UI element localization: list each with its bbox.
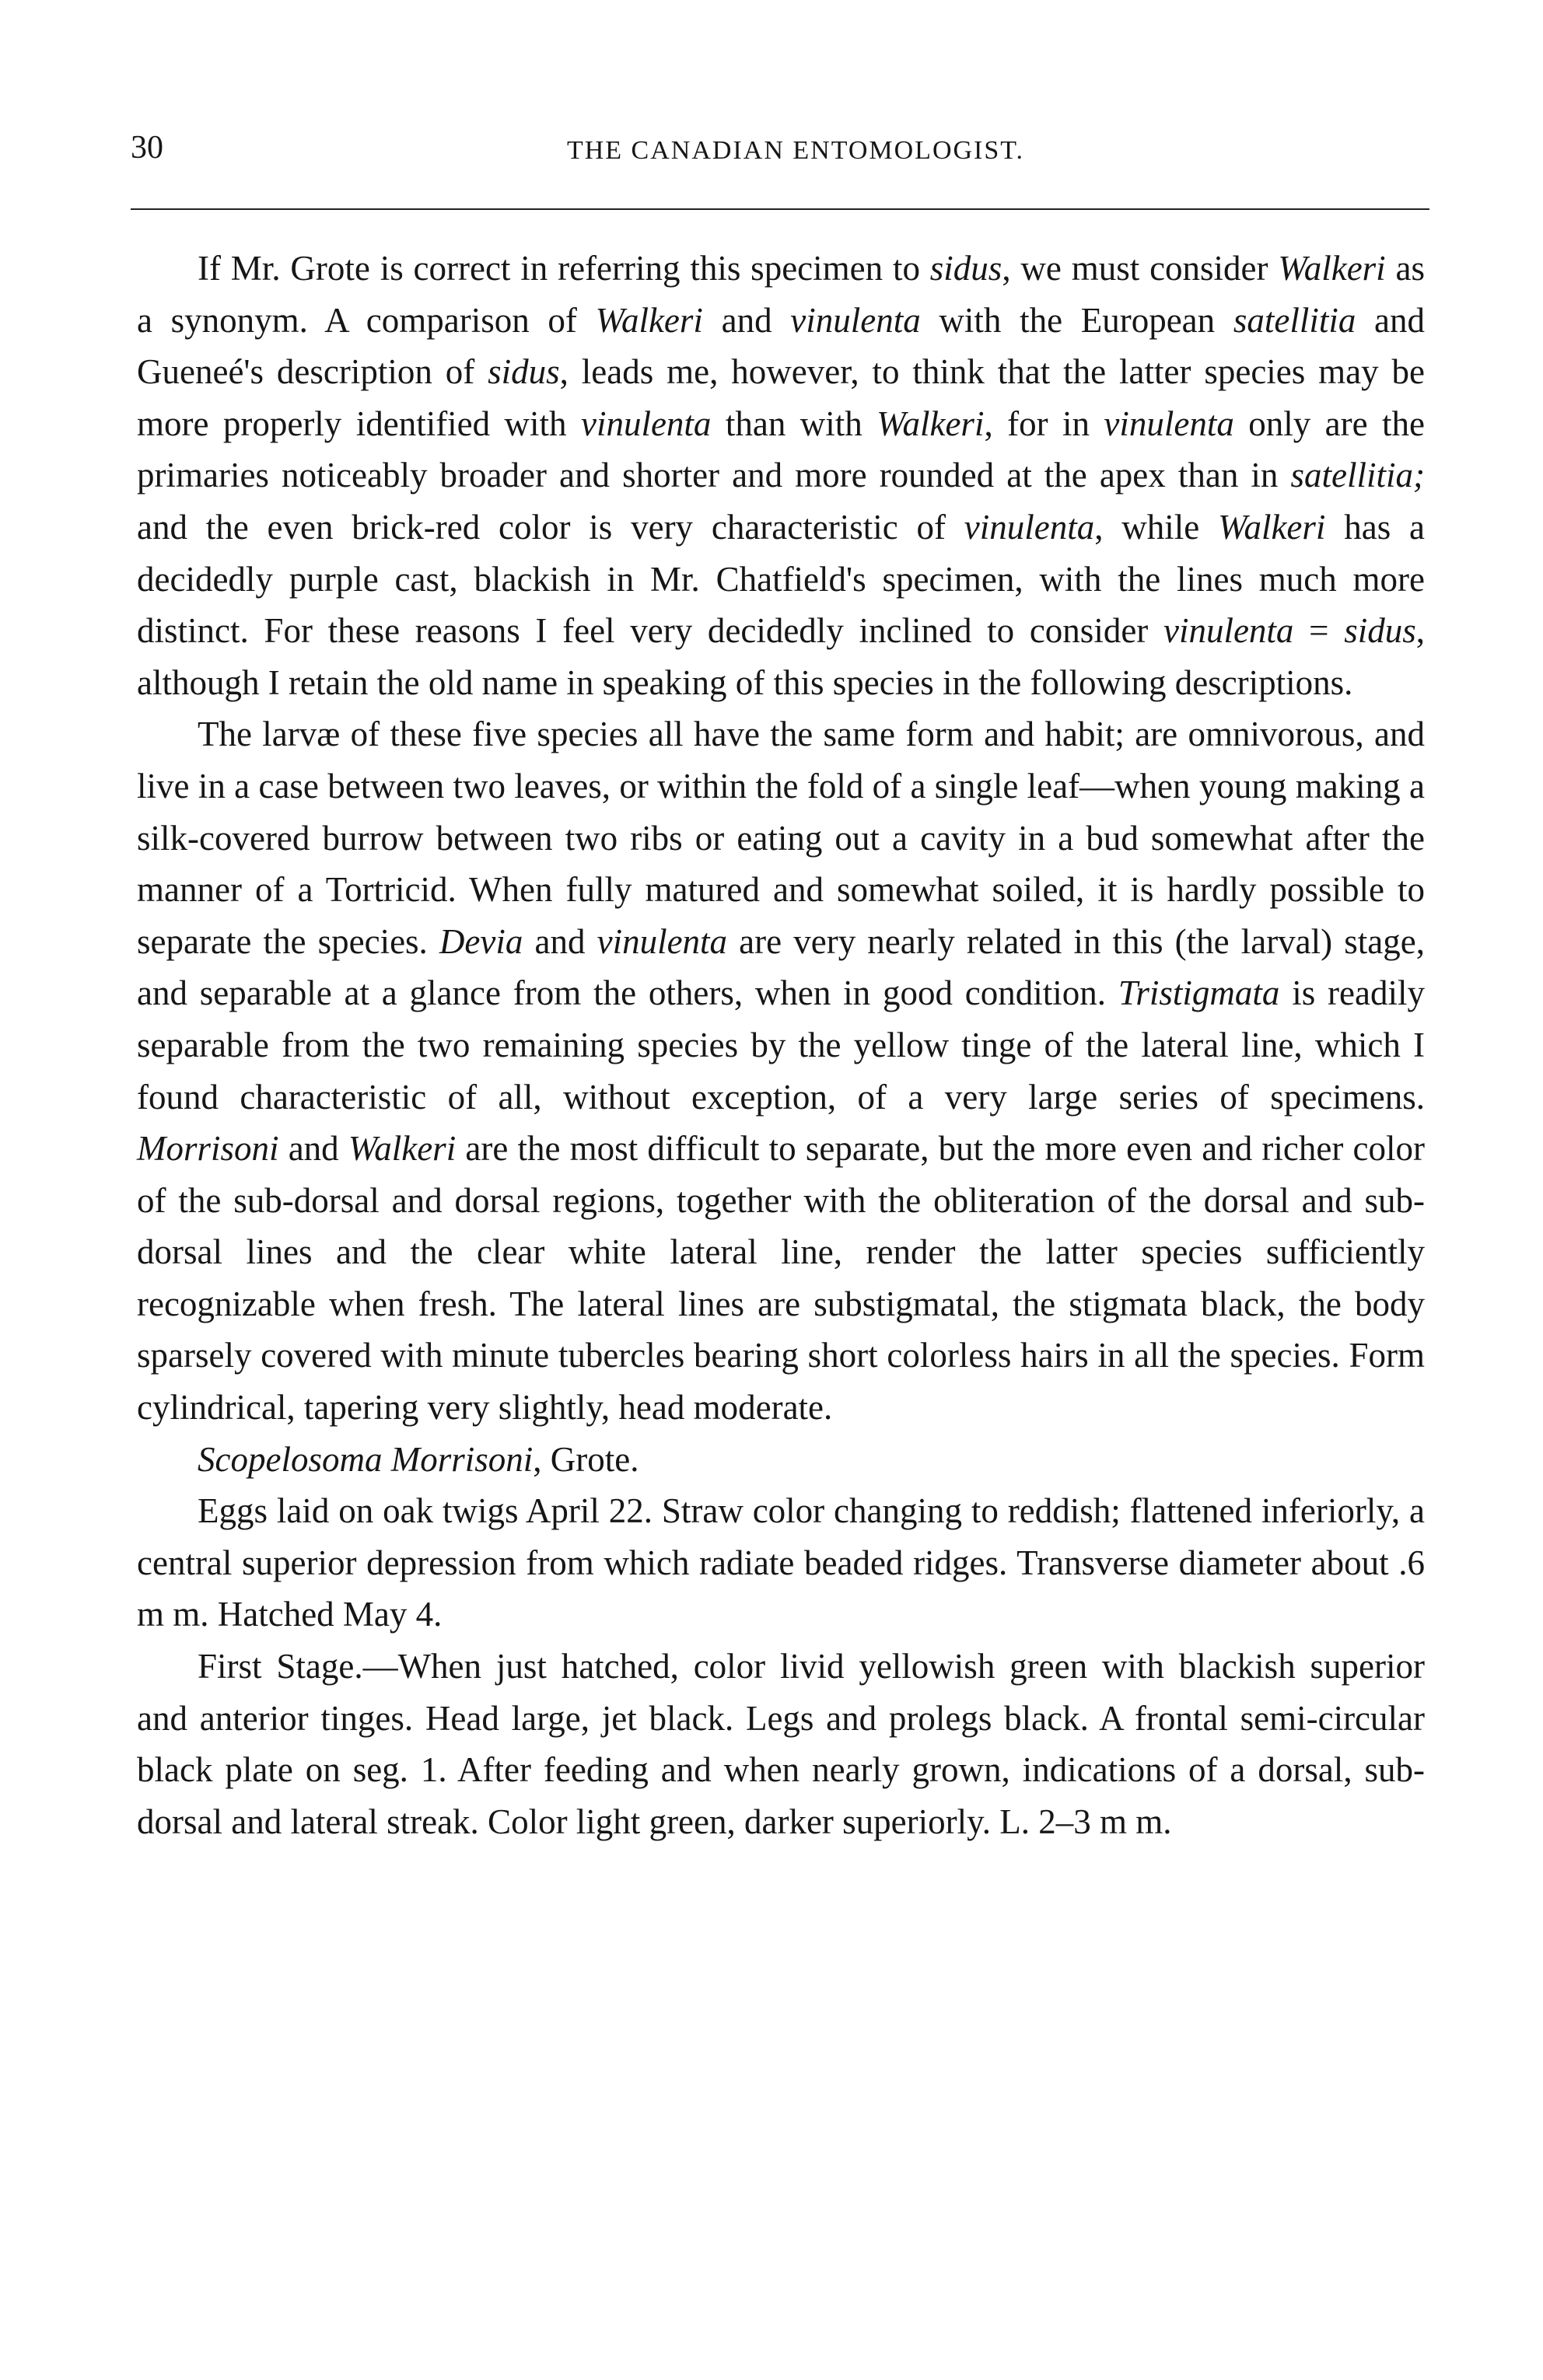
body-text — [137, 243, 1425, 1847]
paragraph-larvae: The larvæ of these five species all have the same form and habit; are omnivorous, and live in a case between two leaves, or within the fold of a single leaf—when young making a silk-covered burrow between two ribs or eating out a cavity in a bud somewhat after the manner of a Tortricid. When fully matured and somewhat soiled, it is hardly possible to separate the species. Devia and vinulenta are very nearly related in this (the larval) stage, and separable at a glance from the others, when in good condition. Tristigmata is readily separable from the two remaining species by the yellow tinge of the lateral line, which I found characteristic of all, without exception, of a very large series of specimens. Morrisoni and Walkeri are the most difficult to separate, but the more even and richer color of the sub-dorsal and dorsal regions, together with the obliteration of the dorsal and sub-dorsal lines and the clear white lateral line, render the latter species sufficiently recognizable when fresh. The lateral lines are substigmatal, the stigmata black, the body sparsely covered with minute tubercles bearing short colorless hairs in all the species. Form cylindrical, tapering very slightly, head moderate. — [137, 715, 1425, 1428]
header-rule — [131, 208, 1429, 210]
page-number: 30 — [131, 130, 163, 166]
paragraph-first-stage: First Stage.—When just hatched, color livid yellowish green with blackish superior and anterior tinges. Head large, jet black. Legs and prolegs black. A frontal semi-circular black plate on seg. 1. After feeding and when nearly grown, indications of a dorsal, sub-dorsal and lateral streak. Color light green, darker superiorly. L. 2–3 m m. — [137, 1647, 1425, 1841]
page-header — [131, 124, 1429, 171]
paragraph-eggs: Eggs laid on oak twigs April 22. Straw color changing to reddish; flattened inferiorly, a central superior depression from which radiate beaded ridges. Transverse diameter about .6 m m. Hatched May 4. — [137, 1491, 1425, 1634]
paragraph-synonymy: If Mr. Grote is correct in referring this specimen to sidus, we must consider Walkeri as a synonym. A comparison of Walkeri and vinulenta with the European satellitia and Gueneé's description of sidus, leads me, however, to think that the latter species may be more properly identified with vinulenta than with Walkeri, for in vinulenta only are the primaries noticeably broader and shorter and more rounded at the apex than in satellitia; and the even brick-red color is very characteristic of vinulenta, while Walkeri has a decidedly purple cast, blackish in Mr. Chatfield's specimen, with the lines much more distinct. For these reasons I feel very decidedly inclined to consider vinulenta = sidus, although I retain the old name in speaking of this species in the following descriptions. — [137, 249, 1426, 702]
species-heading: Scopelosoma Morrisoni, Grote. — [198, 1439, 639, 1479]
running-title: THE CANADIAN ENTOMOLOGIST. — [566, 136, 1025, 165]
